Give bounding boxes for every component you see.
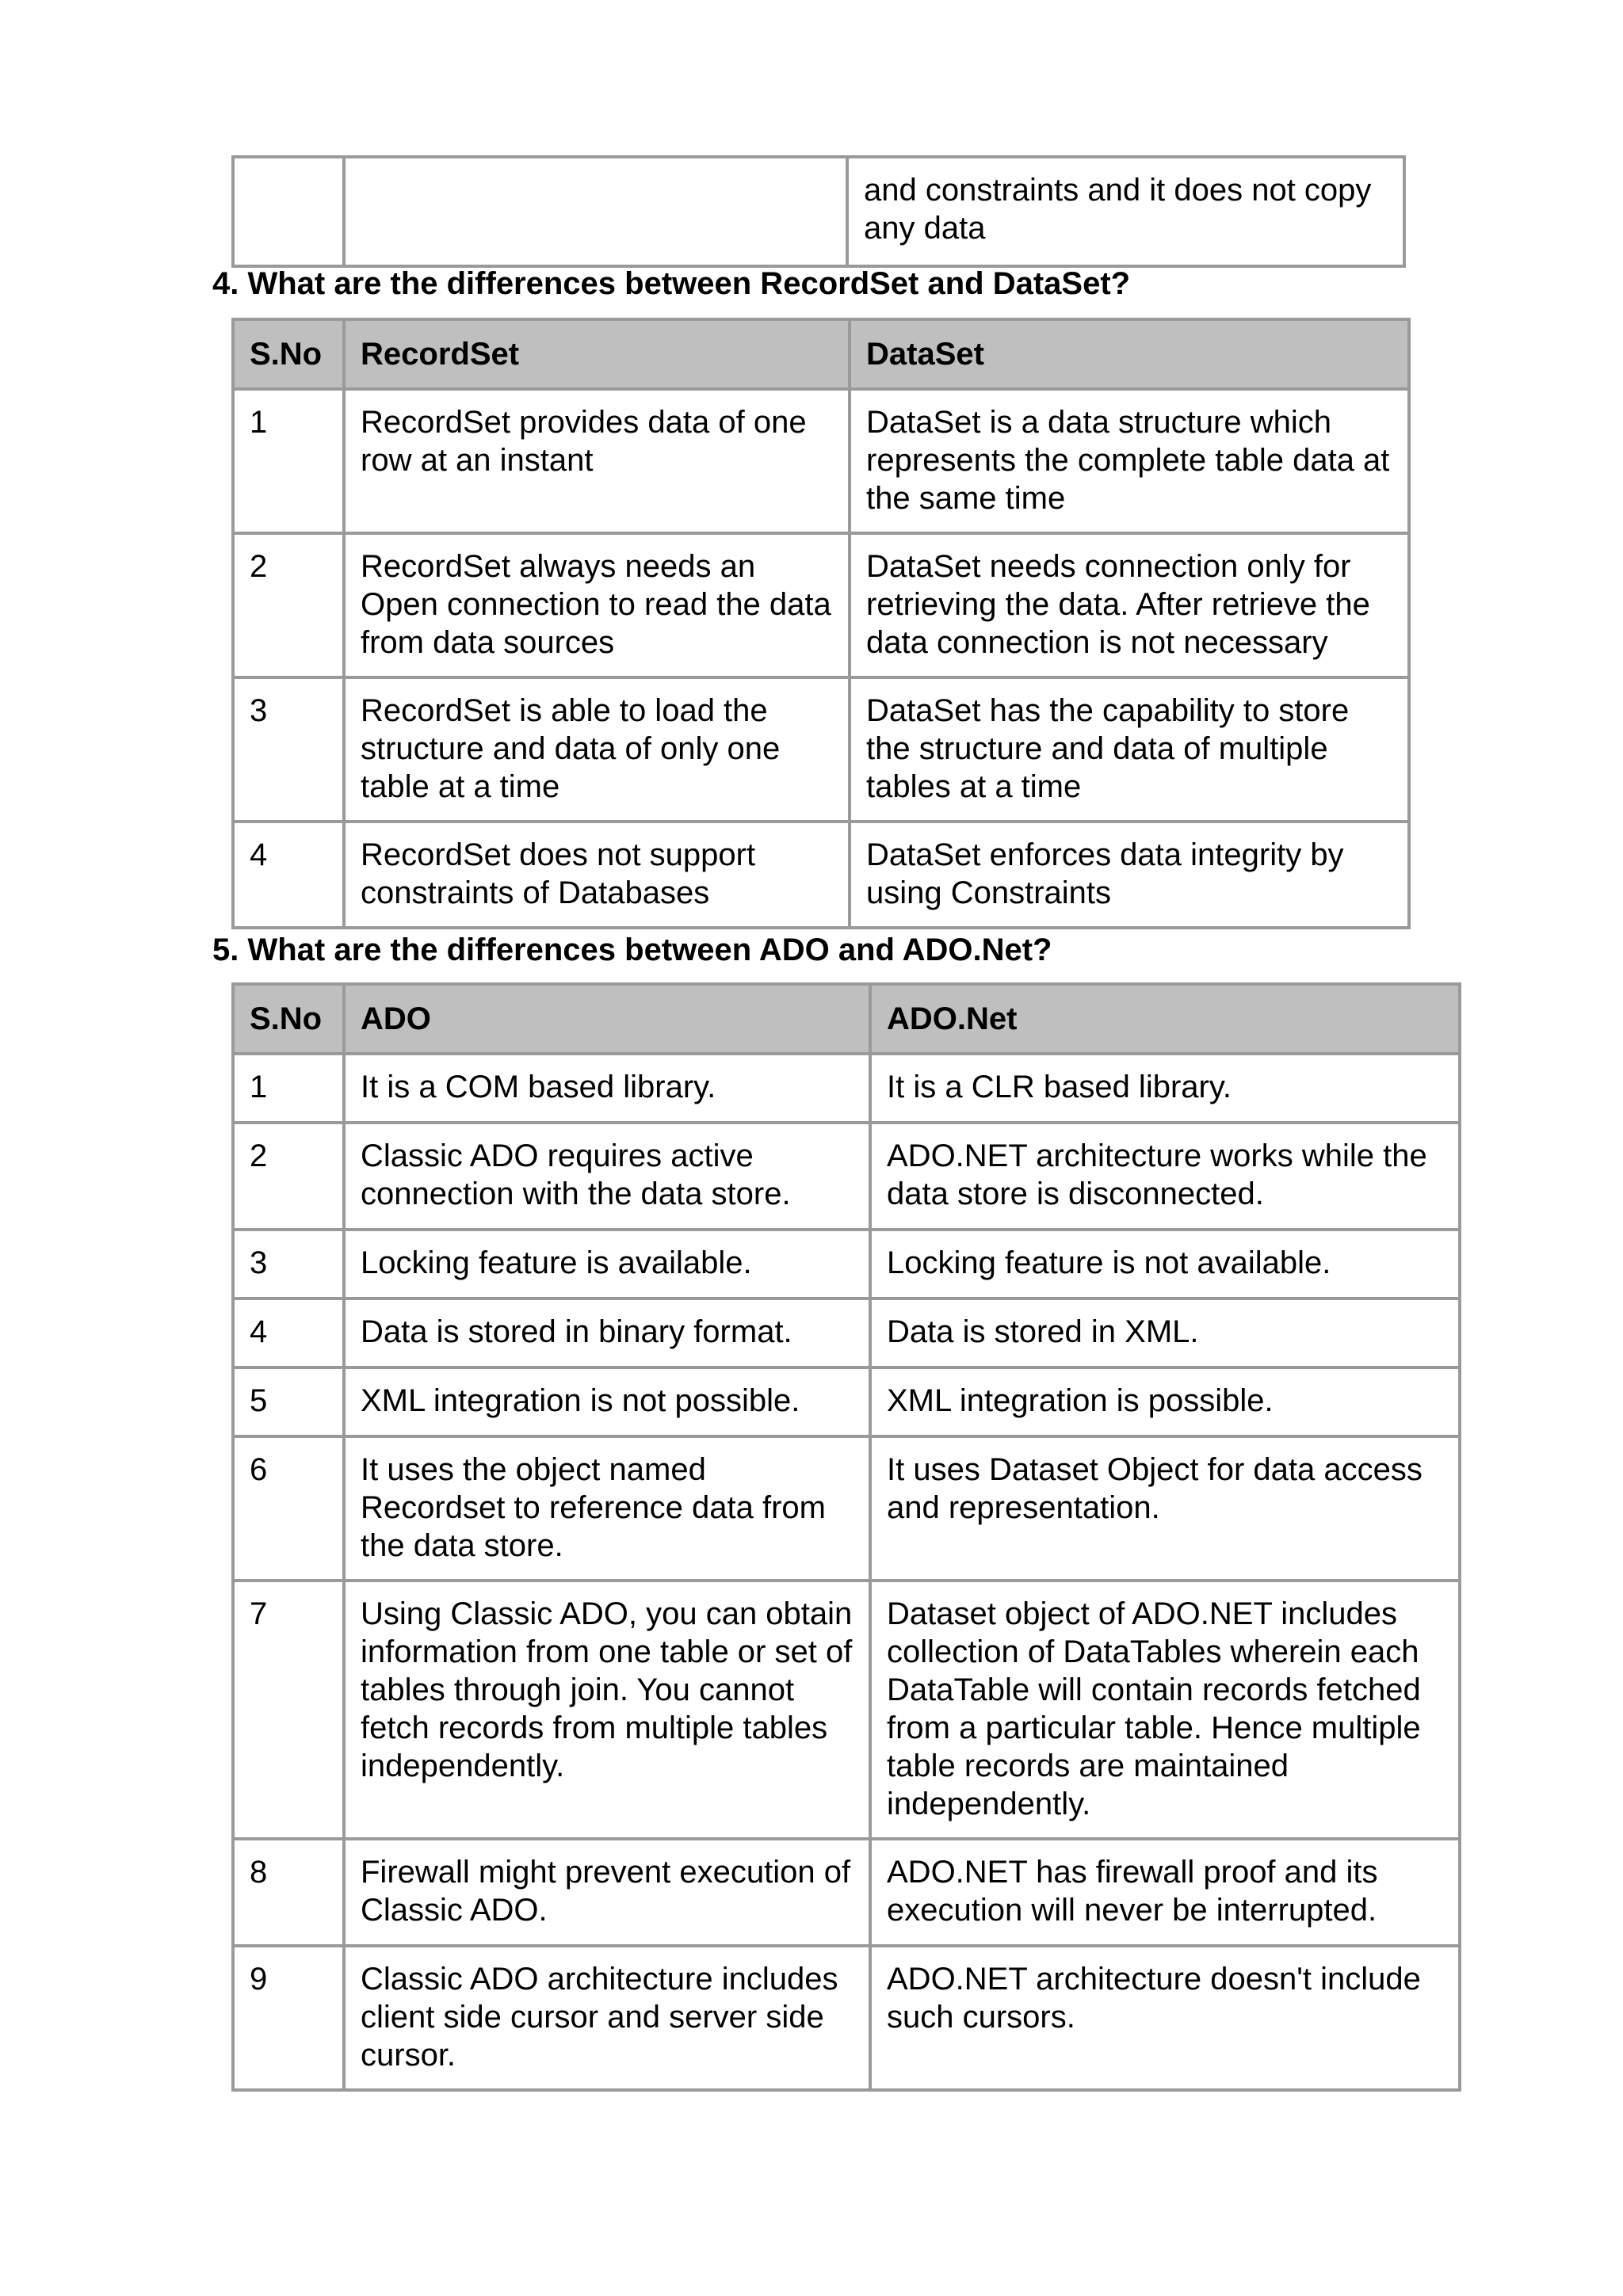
cell-dataset: DataSet enforces data integrity by using Constraints <box>850 822 1409 928</box>
ado-vs-adonet-table <box>231 982 1461 2092</box>
cell-ado: Firewall might prevent execution of Classic ADO. <box>344 1839 870 1946</box>
cell-adonet: Locking feature is not available. <box>870 1230 1460 1299</box>
cell-dataset: DataSet has the capability to store the structure and data of multiple tables at a time <box>850 677 1409 822</box>
cell-sno: 1 <box>233 1054 344 1123</box>
cell-ado: Classic ADO architecture includes client side cursor and server side cursor. <box>344 1946 870 2090</box>
cell-adonet: Dataset object of ADO.NET includes collection of DataTables wherein each DataTable will contain records fetched from a particular table. Hence multiple table records are maintained independently. <box>870 1581 1460 1839</box>
column-header-sno: S.No <box>233 319 344 389</box>
cell-recordset: RecordSet does not support constraints of Databases <box>344 822 850 928</box>
table-header-row <box>233 319 1409 389</box>
cell-sno: 2 <box>233 1123 344 1230</box>
cell-dataset: DataSet is a data structure which represents the complete table data at the same time <box>850 389 1409 533</box>
section-heading-ado-vs-adonet: 5. What are the differences between ADO and ADO.Net? <box>212 933 1052 967</box>
cell-sno: 1 <box>233 389 344 533</box>
table-cell-sno <box>233 157 344 266</box>
cell-adonet: ADO.NET architecture doesn't include such cursors. <box>870 1946 1460 2090</box>
table-row <box>233 1367 1460 1436</box>
table-row <box>233 1123 1460 1230</box>
cell-sno: 3 <box>233 677 344 822</box>
column-header-ado: ADO <box>344 984 870 1054</box>
cell-sno: 3 <box>233 1230 344 1299</box>
cell-sno: 7 <box>233 1581 344 1839</box>
cell-ado: Locking feature is available. <box>344 1230 870 1299</box>
table-header-row <box>233 984 1460 1054</box>
cell-adonet: ADO.NET architecture works while the data store is disconnected. <box>870 1123 1460 1230</box>
table-row <box>233 1054 1460 1123</box>
cell-sno: 9 <box>233 1946 344 2090</box>
cell-adonet: XML integration is possible. <box>870 1367 1460 1436</box>
cell-adonet: It is a CLR based library. <box>870 1054 1460 1123</box>
table-row <box>233 822 1409 928</box>
table-row <box>233 157 1404 266</box>
cell-ado: Classic ADO requires active connection with the data store. <box>344 1123 870 1230</box>
table-row <box>233 533 1409 677</box>
cell-ado: It uses the object named Recordset to reference data from the data store. <box>344 1436 870 1581</box>
table-row <box>233 1436 1460 1581</box>
cell-dataset: DataSet needs connection only for retrieving the data. After retrieve the data connection is not necessary <box>850 533 1409 677</box>
previous-comparison-table-continuation <box>231 155 1406 268</box>
table-cell-col1 <box>344 157 847 266</box>
column-header-recordset: RecordSet <box>344 319 850 389</box>
table-row <box>233 1581 1460 1839</box>
cell-sno: 2 <box>233 533 344 677</box>
table-row <box>233 1230 1460 1299</box>
cell-recordset: RecordSet always needs an Open connection to read the data from data sources <box>344 533 850 677</box>
table-row <box>233 389 1409 533</box>
cell-adonet: ADO.NET has firewall proof and its execution will never be interrupted. <box>870 1839 1460 1946</box>
cell-adonet: It uses Dataset Object for data access and representation. <box>870 1436 1460 1581</box>
recordset-vs-dataset-table <box>231 318 1411 929</box>
column-header-dataset: DataSet <box>850 319 1409 389</box>
cell-recordset: RecordSet provides data of one row at an instant <box>344 389 850 533</box>
table-cell-col2: and constraints and it does not copy any data <box>847 157 1404 266</box>
cell-adonet: Data is stored in XML. <box>870 1299 1460 1367</box>
cell-ado: Using Classic ADO, you can obtain information from one table or set of tables through join. You cannot fetch records from multiple tables independently. <box>344 1581 870 1839</box>
cell-recordset: RecordSet is able to load the structure and data of only one table at a time <box>344 677 850 822</box>
cell-sno: 8 <box>233 1839 344 1946</box>
column-header-adonet: ADO.Net <box>870 984 1460 1054</box>
cell-sno: 4 <box>233 1299 344 1367</box>
table-row <box>233 677 1409 822</box>
cell-ado: XML integration is not possible. <box>344 1367 870 1436</box>
cell-ado: Data is stored in binary format. <box>344 1299 870 1367</box>
column-header-sno: S.No <box>233 984 344 1054</box>
table-row <box>233 1299 1460 1367</box>
table-row <box>233 1946 1460 2090</box>
cell-sno: 4 <box>233 822 344 928</box>
section-heading-recordset-vs-dataset: 4. What are the differences between RecordSet and DataSet? <box>212 266 1131 301</box>
table-row <box>233 1839 1460 1946</box>
cell-sno: 5 <box>233 1367 344 1436</box>
cell-ado: It is a COM based library. <box>344 1054 870 1123</box>
cell-sno: 6 <box>233 1436 344 1581</box>
